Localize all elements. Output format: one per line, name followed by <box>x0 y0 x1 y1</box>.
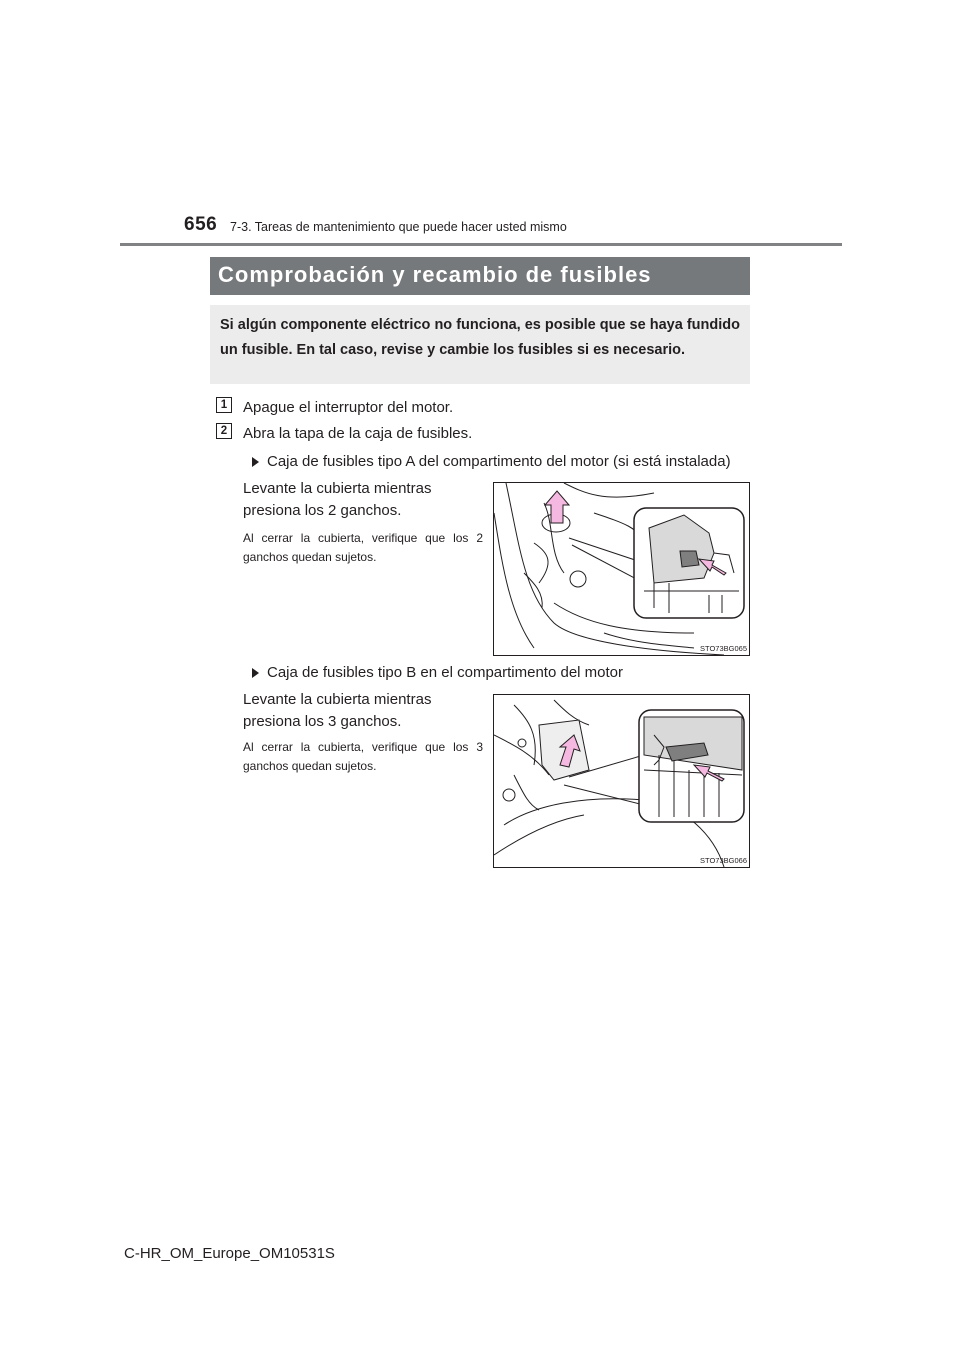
instruction-a: Levante la cubierta mientras presiona los 2 ganchos. <box>243 480 432 519</box>
figure-fusebox-b <box>493 694 750 868</box>
header-rule <box>120 243 842 246</box>
instruction-b: Levante la cubierta mientras presiona los 3 ganchos. <box>243 691 432 730</box>
bullet-triangle-icon <box>252 457 259 467</box>
step-number-2: 2 <box>216 423 232 439</box>
fusebox-a-illustration <box>494 483 749 655</box>
step-number-1: 1 <box>216 397 232 413</box>
figure-code-b: STO73BG066 <box>700 856 747 865</box>
step-text-2: Abra la tapa de la caja de fusibles. <box>243 425 473 442</box>
section-header: 7-3. Tareas de mantenimiento que puede hacer usted mismo <box>230 220 567 234</box>
bullet-triangle-icon <box>252 668 259 678</box>
bullet-fusebox-b <box>252 664 623 681</box>
bullet-fusebox-a-text: Caja de fusibles tipo A del compartimento del motor (si está instalada) <box>267 453 731 470</box>
page-title: Comprobación y recambio de fusibles <box>210 257 750 295</box>
page-number: 656 <box>184 214 218 235</box>
step-text-1: Apague el interruptor del motor. <box>243 399 454 416</box>
fusebox-b-illustration <box>494 695 749 867</box>
note-b: Al cerrar la cubierta, verifique que los 3 ganchos quedan sujetos. <box>243 740 483 773</box>
figure-fusebox-a <box>493 482 750 656</box>
footer-document-id: C-HR_OM_Europe_OM10531S <box>124 1245 335 1262</box>
figure-code-a: STO73BG065 <box>700 644 747 653</box>
note-a: Al cerrar la cubierta, verifique que los 2 ganchos quedan sujetos. <box>243 531 483 564</box>
bullet-fusebox-b-text: Caja de fusibles tipo B en el compartimento del motor <box>267 664 624 681</box>
bullet-fusebox-a <box>252 453 731 470</box>
intro-box: Si algún componente eléctrico no funciona, es posible que se haya fundido un fusible. En tal caso, revise y cambie los fusibles si es necesario. <box>210 305 750 384</box>
